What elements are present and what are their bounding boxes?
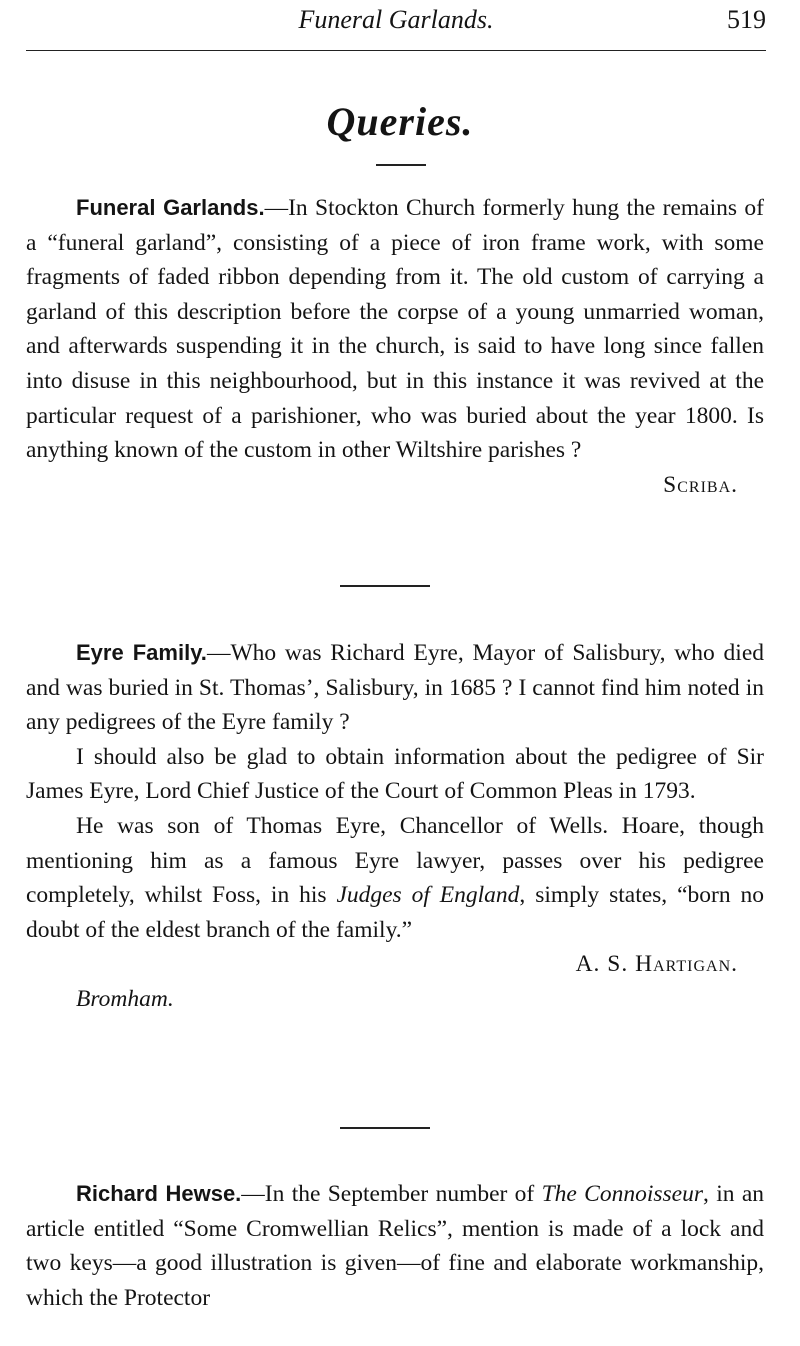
signature: A. S. Hartigan.: [575, 951, 738, 978]
query-text: —In the September number of: [241, 1181, 542, 1207]
query-funeral-garlands: [26, 191, 764, 502]
query-paragraph: I should also be glad to obtain information about the pedigree of Sir James Eyre, Lord Chief Justice of the Court of Common Pleas in 1793.: [26, 743, 764, 805]
divider-rule: [340, 1127, 430, 1129]
query-eyre-family: [26, 636, 764, 1017]
book-title: Judges of England: [336, 882, 520, 909]
journal-title: The Connoisseur: [541, 1181, 703, 1207]
query-text: , simply states, “born no doubt of the eldest branch of the family.”: [26, 882, 764, 943]
query-text: , in an article entitled “Some Cromwellian Relics”, mention is made of a lock and two keys—a good illustration is given—of fine and elaborate workmanship, which the Protector: [26, 1181, 764, 1311]
query-richard-hewse: [26, 1177, 764, 1315]
query-paragraph: [26, 809, 764, 947]
divider-rule: [376, 164, 426, 166]
query-heading: Eyre Family.: [76, 640, 207, 665]
query-paragraph: [26, 636, 764, 740]
page-number: 519: [727, 5, 766, 34]
query-heading: Funeral Garlands.: [76, 195, 265, 220]
section-title: Queries.: [326, 99, 474, 144]
query-paragraph: [26, 191, 764, 468]
query-heading: Richard Hewse.: [76, 1181, 242, 1206]
running-head: [26, 2, 766, 38]
signature: Scriba.: [663, 471, 738, 498]
query-body: —In Stockton Church formerly hung the remains of a “funeral garland”, consisting of a piece of iron frame work, with some fragments of faded ribbon depending from it. The old custom of carrying a garland of this description before the corpse of a young unmarried woman, and afterwards suspending it in the church, is said to have long since fallen into disuse in this neighbourhood, but in this instance it was revived at the particular request of a parishioner, who was buried about the year 1800. Is anything known of the custom in other Wiltshire parishes ?: [26, 195, 764, 464]
query-paragraph: [26, 1177, 764, 1315]
header-rule: [26, 50, 766, 51]
query-text: He was son of Thomas Eyre, Chancellor of Wells. Hoare, though mentioning him as a famous Eyre lawyer, passes over his pedigree completely, whilst Foss, in his: [26, 812, 764, 909]
running-head-title: Funeral Garlands.: [298, 5, 494, 34]
query-body: —Who was Richard Eyre, Mayor of Salisbury, who died and was buried in St. Thomas’, Salisbury, in 1685 ? I cannot find him noted in any pedigrees of the Eyre family ?: [26, 640, 765, 736]
place-name: Bromham.: [76, 985, 174, 1012]
divider-rule: [340, 585, 430, 587]
